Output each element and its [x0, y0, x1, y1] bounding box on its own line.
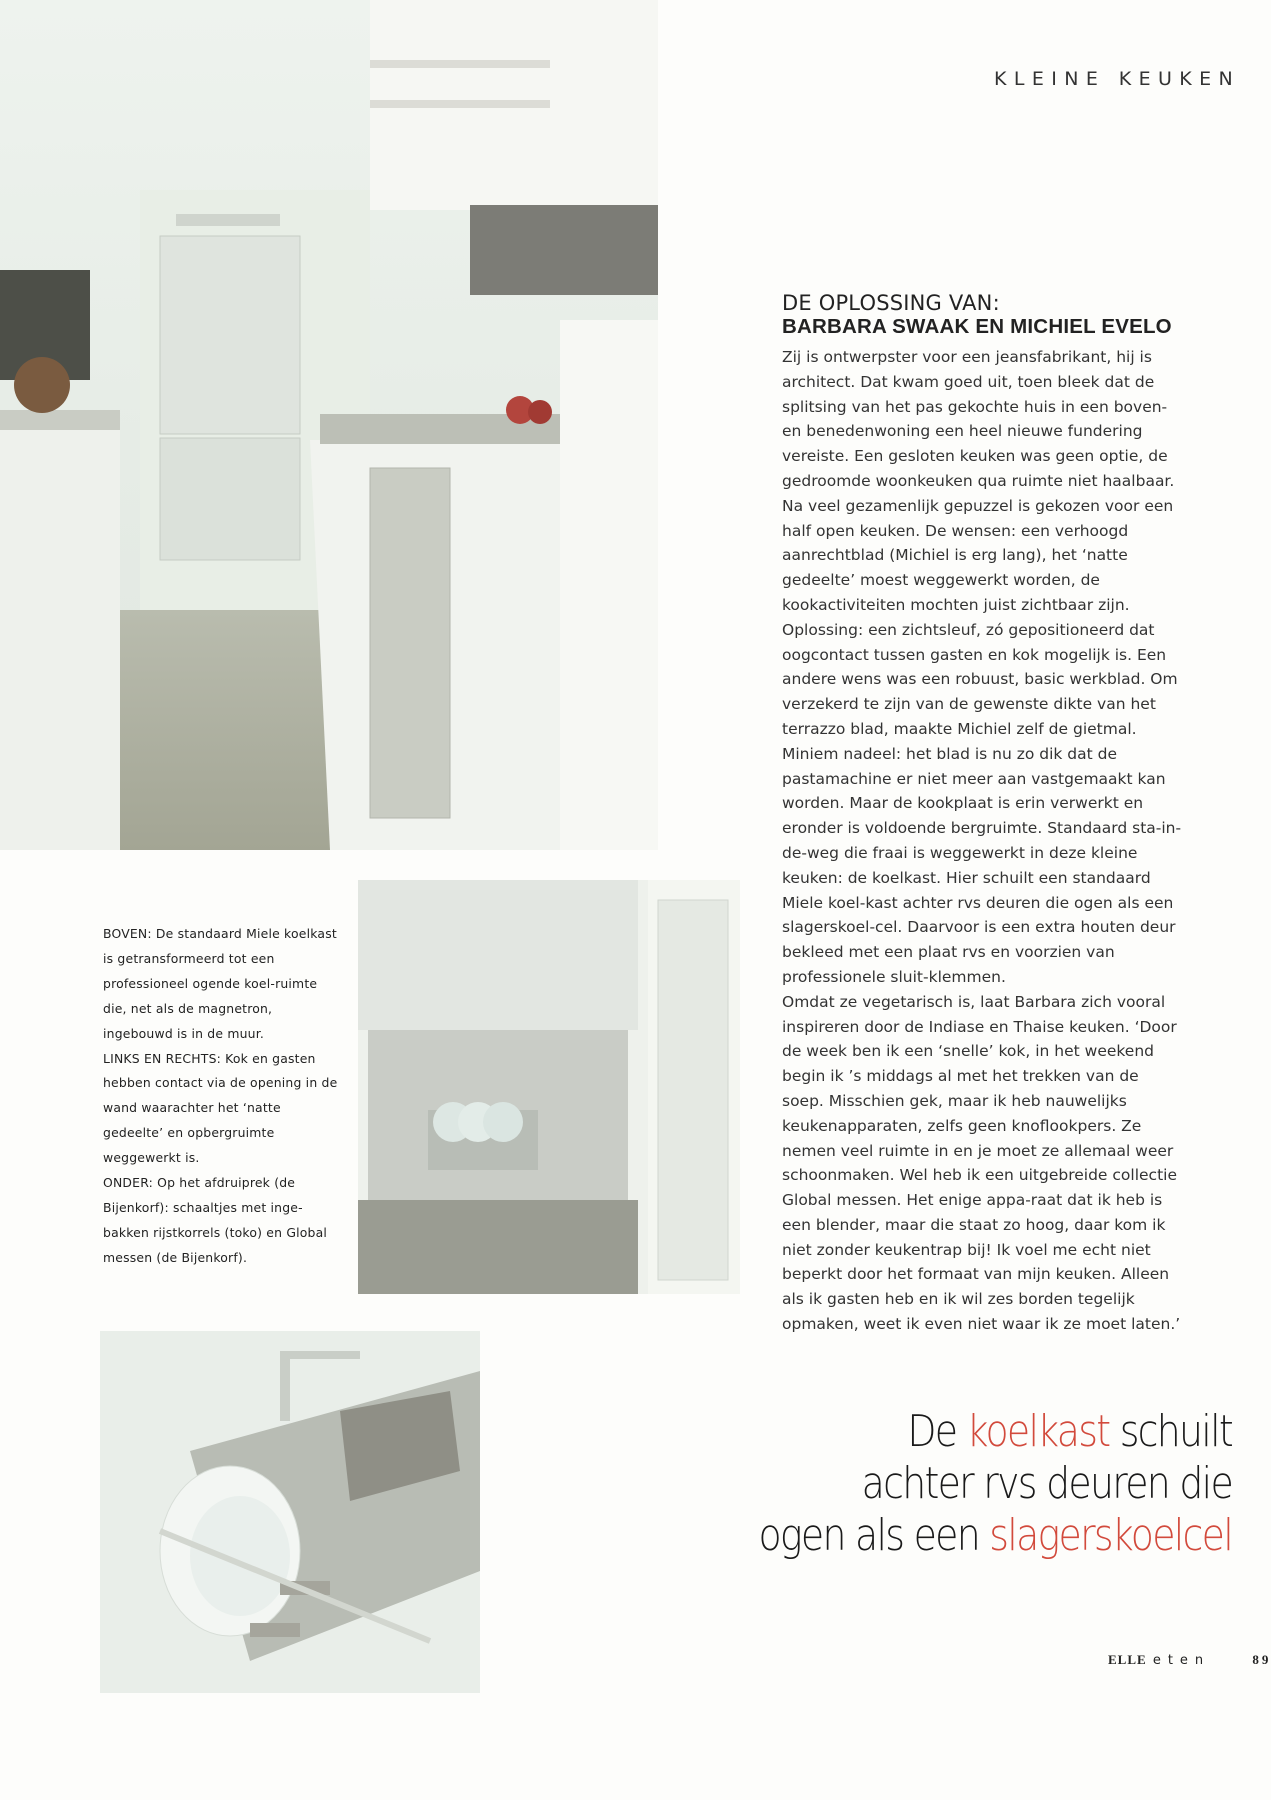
kitchen-photo-top: [0, 0, 658, 850]
pull-quote-text: De: [907, 1406, 967, 1457]
pull-quote-text: schuilt: [1109, 1406, 1232, 1457]
kitchen-photo-middle: [358, 880, 740, 1294]
magazine-brand: ELLE: [1108, 1652, 1147, 1667]
caption-sides: LINKS EN RECHTS: Kok en gasten hebben contact via de opening in de wand waarachter het ‘natte gedeelte’ en opbergruimte weggewerkt is.: [103, 1050, 338, 1166]
caption-bottom: ONDER: Op het afdruiprek (de Bijenkorf): schaaltjes met inge-bakken rijstkorrels (toko) en Global messen (de Bijenkorf).: [103, 1175, 328, 1265]
page-number: 89: [1252, 1652, 1271, 1667]
section-label: KLEINE KEUKEN: [994, 68, 1241, 90]
article-headline: BARBARA SWAAK EN MICHIEL EVELO: [782, 315, 1172, 338]
page-footer: [1108, 1652, 1271, 1668]
caption-top: BOVEN: De standaard Miele koelkast is getransformeerd tot een professioneel ogende koel-ruimte die, net als de magnetron, ingebouwd is in de muur.: [103, 926, 337, 1041]
pull-quote: [578, 1406, 1232, 1562]
pull-quote-text: ogen als een: [758, 1510, 990, 1561]
article-body: [782, 345, 1182, 1337]
pull-quote-accent: koelkast: [966, 1406, 1110, 1457]
article-kicker: DE OPLOSSING VAN:: [782, 291, 1000, 315]
pull-quote-line-1: [578, 1406, 1232, 1458]
photo-caption: [103, 922, 338, 1271]
pull-quote-line-3: [578, 1510, 1232, 1562]
magazine-section: eten: [1152, 1653, 1211, 1668]
article-paragraph: Zij is ontwerpster voor een jeansfabrikant, hij is architect. Dat kwam goed uit, toen bleek dat de splitsing van het pas gekochte huis in een boven- en benedenwoning een heel nieuwe fundering vereiste. Een gesloten keuken was geen optie, de gedroomde woonkeuken qua ruimte niet haalbaar. Na veel gezamenlijk gepuzzel is gekozen voor een half open keuken. De wensen: een verhoogd aanrechtblad (Michiel is erg lang), het ‘natte gedeelte’ moest weggewerkt worden, de kookactiviteiten mochten juist zichtbaar zijn. Oplossing: een zichtsleuf, zó gepositioneerd dat oogcontact tussen gasten en kok mogelijk is. Een andere wens was een robuust, basic werkblad. Om verzekerd te zijn van de gewenste dikte van het terrazzo blad, maakte Michiel zelf de gietmal. Miniem nadeel: het blad is nu zo dik dat de pastamachine er niet meer aan vastgemaakt kan worden. Maar de kookplaat is erin verwerkt en eronder is voldoende bergruimte. Standaard sta-in-de-weg die fraai is weggewerkt in deze kleine keuken: de koelkast. Hier schuilt een standaard Miele koel-kast achter rvs deuren die ogen als een slagerskoel-cel. Daarvoor is een extra houten deur bekleed met een plaat rvs en voorzien van professionele sluit-klemmen.: [782, 348, 1182, 986]
pull-quote-accent: slagerskoelcel: [989, 1510, 1232, 1561]
pull-quote-line-2: achter rvs deuren die: [861, 1458, 1232, 1509]
article: [782, 292, 1182, 1337]
article-paragraph: Omdat ze vegetarisch is, laat Barbara zich vooral inspireren door de Indiase en Thaise keuken. ‘Door de week ben ik een ‘snelle’ kok, in het weekend begin ik ’s middags al met het trekken van de soep. Misschien gek, maar ik heb nauwelijks keukenapparaten, zelfs geen knoflookpers. Ze nemen veel ruimte in en je moet ze allemaal weer schoonmaken. Wel heb ik een uitgebreide collectie Global messen. Het enige appa-raat dat ik heb is een blender, maar die staat zo hoog, daar kom ik niet zonder keukentrap bij! Ik voel me echt niet beperkt door het formaat van mijn keuken. Alleen als ik gasten heb en ik wil zes borden tegelijk opmaken, weet ik even niet waar ik ze moet laten.’: [782, 992, 1181, 1334]
kitchen-photo-bottom: [100, 1331, 480, 1693]
